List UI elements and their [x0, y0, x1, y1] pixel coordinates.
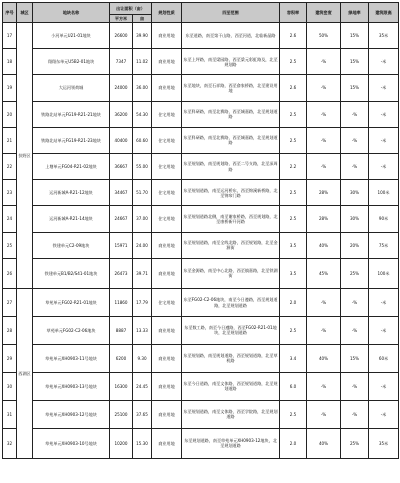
cell-scope: 东至上坪路，南至梁园路，西至梁元彩虹路及，北至规划路 [182, 49, 280, 75]
cell-scope: 东至规划道路，南至草苑单元XH0903-12地块，北至规划道路 [182, 428, 280, 458]
table-row [3, 23, 399, 49]
cell-area-mu: 17.79 [133, 289, 152, 317]
cell-name: 草苑单元XH0903-12号地块 [33, 400, 110, 428]
cell-name: 翔翔东单元U5B2-01地块 [33, 49, 110, 75]
cell-green: 25% [341, 428, 369, 458]
cell-name: 铁建单元B1/B2/S41-01地块 [33, 258, 110, 288]
table-row [3, 428, 399, 458]
cell-area-m2: 24667 [110, 206, 133, 232]
cell-scope: 东至FG02-C2-06地块，南至今日遵路，西至规划道路，北至规划道路 [182, 289, 280, 317]
cell-far: 2.5 [280, 400, 307, 428]
table-row [3, 206, 399, 232]
cell-area-mu: 51.70 [133, 180, 152, 206]
cell-height: -米 [369, 127, 399, 153]
cell-area-m2: 24000 [110, 75, 133, 101]
table-row [3, 289, 399, 317]
cell-name: 草苑单元XH0903-10号地块 [33, 428, 110, 458]
cell-green: -% [341, 400, 369, 428]
cell-far: 3.4 [280, 344, 307, 372]
table-row [3, 400, 399, 428]
cell-scope: 东至数工路，南至今日遵路，西至FG02-R21-01地块，北至规划道路 [182, 316, 280, 344]
cell-density: -% [307, 75, 341, 101]
cell-density: -% [307, 101, 341, 127]
header-name: 地块名称 [33, 3, 110, 23]
cell-name: 运河新城A-R21-14地块 [33, 206, 110, 232]
cell-area-m2: 6200 [110, 344, 133, 372]
cell-use: 住宅用地 [152, 180, 182, 206]
cell-height: 90米 [369, 206, 399, 232]
cell-seq: 23 [3, 180, 17, 206]
cell-name: 铁路北站单元FG19-R21-21地块 [33, 101, 110, 127]
cell-density: -% [307, 400, 341, 428]
table-row [3, 258, 399, 288]
cell-use: 商业用地 [152, 400, 182, 428]
cell-density: -% [307, 372, 341, 400]
table-row [3, 316, 399, 344]
cell-density: 40% [307, 232, 341, 258]
header-district: 城区 [17, 3, 33, 23]
table-row [3, 127, 399, 153]
cell-green: -% [341, 316, 369, 344]
cell-far: 6.0 [280, 372, 307, 400]
cell-area-mu: 9.30 [133, 344, 152, 372]
cell-area-mu: 24.00 [133, 232, 152, 258]
cell-area-mu: 24.45 [133, 372, 152, 400]
cell-area-mu: 55.00 [133, 153, 152, 179]
cell-far: 2.5 [280, 180, 307, 206]
cell-green: 15% [341, 344, 369, 372]
cell-density: 50% [307, 23, 341, 49]
cell-area-mu: 37.65 [133, 400, 152, 428]
cell-area-m2: 25100 [110, 400, 133, 428]
cell-far: 3.5 [280, 258, 307, 288]
cell-scope: 东至规划道路，南至全线北路，西至规划路，北至金源街 [182, 232, 280, 258]
cell-density: 45% [307, 258, 341, 288]
cell-district: 扶野区 [17, 23, 33, 289]
cell-use: 住宅用地 [152, 289, 182, 317]
cell-area-mu: 39.71 [133, 258, 152, 288]
cell-use: 商业用地 [152, 232, 182, 258]
header-area-mu: 亩 [133, 15, 152, 23]
cell-density: -% [307, 49, 341, 75]
cell-area-mu: 11.02 [133, 49, 152, 75]
cell-area-mu: 13.33 [133, 316, 152, 344]
cell-height: 60米 [369, 344, 399, 372]
cell-name: 运河新城A-R21-12地块 [33, 180, 110, 206]
cell-density: -% [307, 153, 341, 179]
cell-density: -% [307, 289, 341, 317]
cell-name: 草苑单元FG02-R21-01地块 [33, 289, 110, 317]
cell-seq: 26 [3, 258, 17, 288]
cell-scope: 东至规划道路，南至运河桥东，西至锦溪新桥路，北至锦帘门路 [182, 180, 280, 206]
cell-seq: 20 [3, 101, 17, 127]
cell-height: -米 [369, 153, 399, 179]
cell-far: 2.5 [280, 49, 307, 75]
cell-area-m2: 34467 [110, 180, 133, 206]
cell-area-mu: 39.90 [133, 23, 152, 49]
cell-far: 2.5 [280, 101, 307, 127]
cell-name: 草苑单元FG02-C2-06地块 [33, 316, 110, 344]
header-area-m2: 平方米 [110, 15, 133, 23]
cell-green: 15% [341, 49, 369, 75]
cell-green: -% [341, 101, 369, 127]
cell-seq: 18 [3, 49, 17, 75]
header-density: 建筑密度 [307, 3, 341, 23]
cell-use: 商业用地 [152, 372, 182, 400]
cell-height: -米 [369, 49, 399, 75]
cell-height: 100米 [369, 180, 399, 206]
cell-name: 铁建单元C2-09地块 [33, 232, 110, 258]
cell-area-mu: 54.30 [133, 101, 152, 127]
cell-seq: 24 [3, 206, 17, 232]
cell-density: -% [307, 316, 341, 344]
cell-green: 30% [341, 180, 369, 206]
cell-seq: 21 [3, 127, 17, 153]
cell-far: 2.2 [280, 153, 307, 179]
cell-area-m2: 7347 [110, 49, 133, 75]
cell-area-m2: 11860 [110, 289, 133, 317]
header-height: 建筑限高 [369, 3, 399, 23]
cell-far: 2.6 [280, 75, 307, 101]
cell-use: 住宅用地 [152, 206, 182, 232]
cell-area-m2: 10200 [110, 428, 133, 458]
table-row [3, 75, 399, 101]
cell-scope: 东至科研路，南至北赛路，西至城嘉路，北至规划道路 [182, 101, 280, 127]
cell-far: 2.0 [280, 428, 307, 458]
cell-area-mu: 36.00 [133, 75, 152, 101]
cell-scope: 东至地块，南至石祥路，西至俞家桥路，北至建设用地 [182, 75, 280, 101]
cell-seq: 31 [3, 400, 17, 428]
cell-height: -米 [369, 316, 399, 344]
cell-density: 28% [307, 180, 341, 206]
cell-name: 大运河领荷城 [33, 75, 110, 101]
cell-scope: 东至规划道路北侧，南至谢家桥路，西至规划路，北至康桥新开河路 [182, 206, 280, 232]
cell-name: 铁路北站单元FG19-R21-23地块 [33, 127, 110, 153]
cell-use: 商业用地 [152, 428, 182, 458]
cell-use: 商业用地 [152, 258, 182, 288]
cell-use: 住宅用地 [152, 127, 182, 153]
cell-green: -% [341, 372, 369, 400]
cell-green: -% [341, 127, 369, 153]
table-row [3, 180, 399, 206]
cell-green: 15% [341, 75, 369, 101]
cell-seq: 19 [3, 75, 17, 101]
cell-far: 2.0 [280, 289, 307, 317]
table-row [3, 344, 399, 372]
cell-scope: 东至规划路，南至规划路，西至二号支路，北至深周路 [182, 153, 280, 179]
cell-far: 2.5 [280, 127, 307, 153]
cell-area-m2: 36667 [110, 153, 133, 179]
cell-area-m2: 36200 [110, 101, 133, 127]
cell-height: 35米 [369, 428, 399, 458]
cell-green: 20% [341, 232, 369, 258]
cell-seq: 27 [3, 289, 17, 317]
cell-area-m2: 8887 [110, 316, 133, 344]
cell-green: -% [341, 289, 369, 317]
cell-height: 35米 [369, 23, 399, 49]
cell-far: 2.5 [280, 206, 307, 232]
cell-use: 商业用地 [152, 49, 182, 75]
cell-scope: 东至规划道路，南至文体路，西至学院路，北至规划道路 [182, 400, 280, 428]
cell-green: 25% [341, 258, 369, 288]
cell-use: 商业用地 [152, 75, 182, 101]
cell-seq: 32 [3, 428, 17, 458]
cell-seq: 28 [3, 316, 17, 344]
cell-height: -米 [369, 101, 399, 127]
header-green: 绿地率 [341, 3, 369, 23]
table-row [3, 372, 399, 400]
cell-area-m2: 16300 [110, 372, 133, 400]
cell-area-m2: 15971 [110, 232, 133, 258]
cell-use: 商业用地 [152, 344, 182, 372]
cell-density: 28% [307, 206, 341, 232]
cell-area-mu: 37.00 [133, 206, 152, 232]
cell-height: 100米 [369, 258, 399, 288]
cell-area-m2: 40400 [110, 127, 133, 153]
land-parcel-table [2, 2, 399, 459]
cell-height: 75米 [369, 232, 399, 258]
cell-seq: 17 [3, 23, 17, 49]
cell-district: 西湖区 [17, 289, 33, 459]
cell-seq: 29 [3, 344, 17, 372]
cell-height: -米 [369, 75, 399, 101]
cell-seq: 25 [3, 232, 17, 258]
cell-scope: 东至科研路，南至北赛路，西至城嘉路，北至规划道路 [182, 127, 280, 153]
cell-far: 3.5 [280, 232, 307, 258]
cell-far: 2.5 [280, 316, 307, 344]
cell-green: 15% [341, 23, 369, 49]
cell-area-m2: 26473 [110, 258, 133, 288]
cell-scope: 东至规划路，南至规划道路，西至规划道路，北至草机路 [182, 344, 280, 372]
header-scope: 四至范围 [182, 3, 280, 23]
cell-scope: 东至道路，南至第干山路，西至河道，北临新晶路 [182, 23, 280, 49]
cell-scope: 东至金源路，南至中心北路，西至镇嘉路，北至铁湖街 [182, 258, 280, 288]
header-area: 出让面积（亩） [110, 3, 152, 15]
cell-density: -% [307, 127, 341, 153]
cell-green: -% [341, 153, 369, 179]
table-row [3, 153, 399, 179]
cell-area-mu: 15.30 [133, 428, 152, 458]
cell-green: 30% [341, 206, 369, 232]
cell-far: 2.6 [280, 23, 307, 49]
cell-seq: 30 [3, 372, 17, 400]
cell-use: 住宅用地 [152, 101, 182, 127]
cell-height: -米 [369, 372, 399, 400]
cell-density: 40% [307, 344, 341, 372]
table-row [3, 101, 399, 127]
cell-scope: 东至今日道路，南至文体路，西至规划道路，北至规划道路 [182, 372, 280, 400]
header-far: 容积率 [280, 3, 307, 23]
header-seq: 序号 [3, 3, 17, 23]
cell-area-m2: 26600 [110, 23, 133, 49]
table-row [3, 232, 399, 258]
cell-name: 小河单元U21-01地块 [33, 23, 110, 49]
cell-use: 商业用地 [152, 23, 182, 49]
cell-height: -米 [369, 289, 399, 317]
cell-density: 40% [307, 428, 341, 458]
cell-name: 草苑单元XH0903-11号地块 [33, 344, 110, 372]
cell-seq: 22 [3, 153, 17, 179]
cell-height: -米 [369, 400, 399, 428]
cell-use: 商业用地 [152, 316, 182, 344]
cell-name: 上塘单元FG04-R21-02地块 [33, 153, 110, 179]
cell-name: 草苑单元XH0903-13号地块 [33, 372, 110, 400]
table-row [3, 49, 399, 75]
cell-use: 住宅用地 [152, 153, 182, 179]
cell-area-mu: 60.60 [133, 127, 152, 153]
header-use: 规划性质 [152, 3, 182, 23]
